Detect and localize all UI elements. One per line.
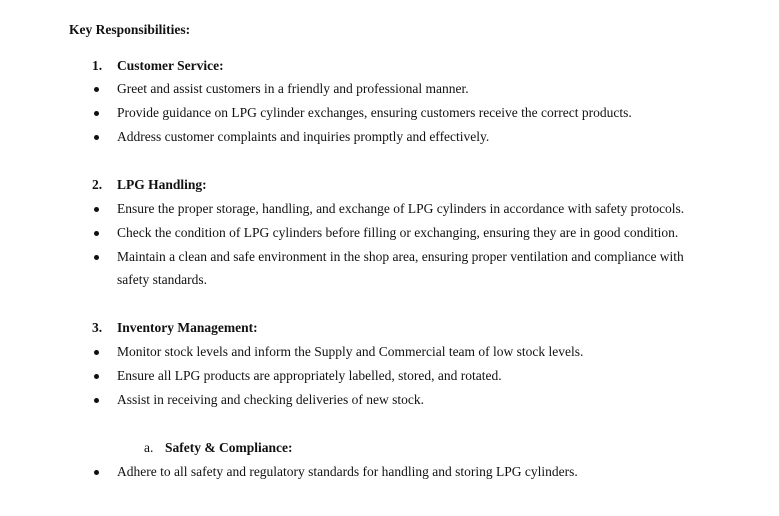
bullet-icon [94,87,99,92]
bullet-icon [94,111,99,116]
bullet-icon [94,231,99,236]
list-item-continuation: safety standards. [117,272,207,287]
bullet-icon [94,255,99,260]
list-number: 3. [92,320,103,335]
subsection-title: Inventory Management: [117,320,258,335]
bullet-icon [94,398,99,403]
list-item: Adhere to all safety and regulatory standards for handling and storing LPG cylinders. [117,464,578,479]
list-item: Check the condition of LPG cylinders before filling or exchanging, ensuring they are in good condition. [117,225,679,240]
subsection-title: Customer Service: [117,58,224,73]
subsection-title: LPG Handling: [117,177,207,192]
bullet-icon [94,374,99,379]
bullet-icon [94,350,99,355]
list-letter: a. [144,440,154,455]
list-item: Provide guidance on LPG cylinder exchanges, ensuring customers receive the correct products. [117,105,632,120]
section-heading: Key Responsibilities: [69,22,191,37]
list-item: Ensure all LPG products are appropriately labelled, stored, and rotated. [117,368,502,383]
list-item: Address customer complaints and inquiries promptly and effectively. [117,129,490,144]
bullet-icon [94,135,99,140]
bullet-icon [94,470,99,475]
list-item: Maintain a clean and safe environment in the shop area, ensuring proper ventilation and compliance with [117,249,684,264]
list-item: Monitor stock levels and inform the Supply and Commercial team of low stock levels. [117,344,584,359]
bullet-icon [94,207,99,212]
list-item: Ensure the proper storage, handling, and exchange of LPG cylinders in accordance with safety protocols. [117,201,685,216]
list-number: 1. [92,58,103,73]
subsection-title: Safety & Compliance: [165,440,293,455]
list-item: Greet and assist customers in a friendly and professional manner. [117,81,469,96]
list-number: 2. [92,177,103,192]
list-item: Assist in receiving and checking deliveries of new stock. [117,392,425,407]
